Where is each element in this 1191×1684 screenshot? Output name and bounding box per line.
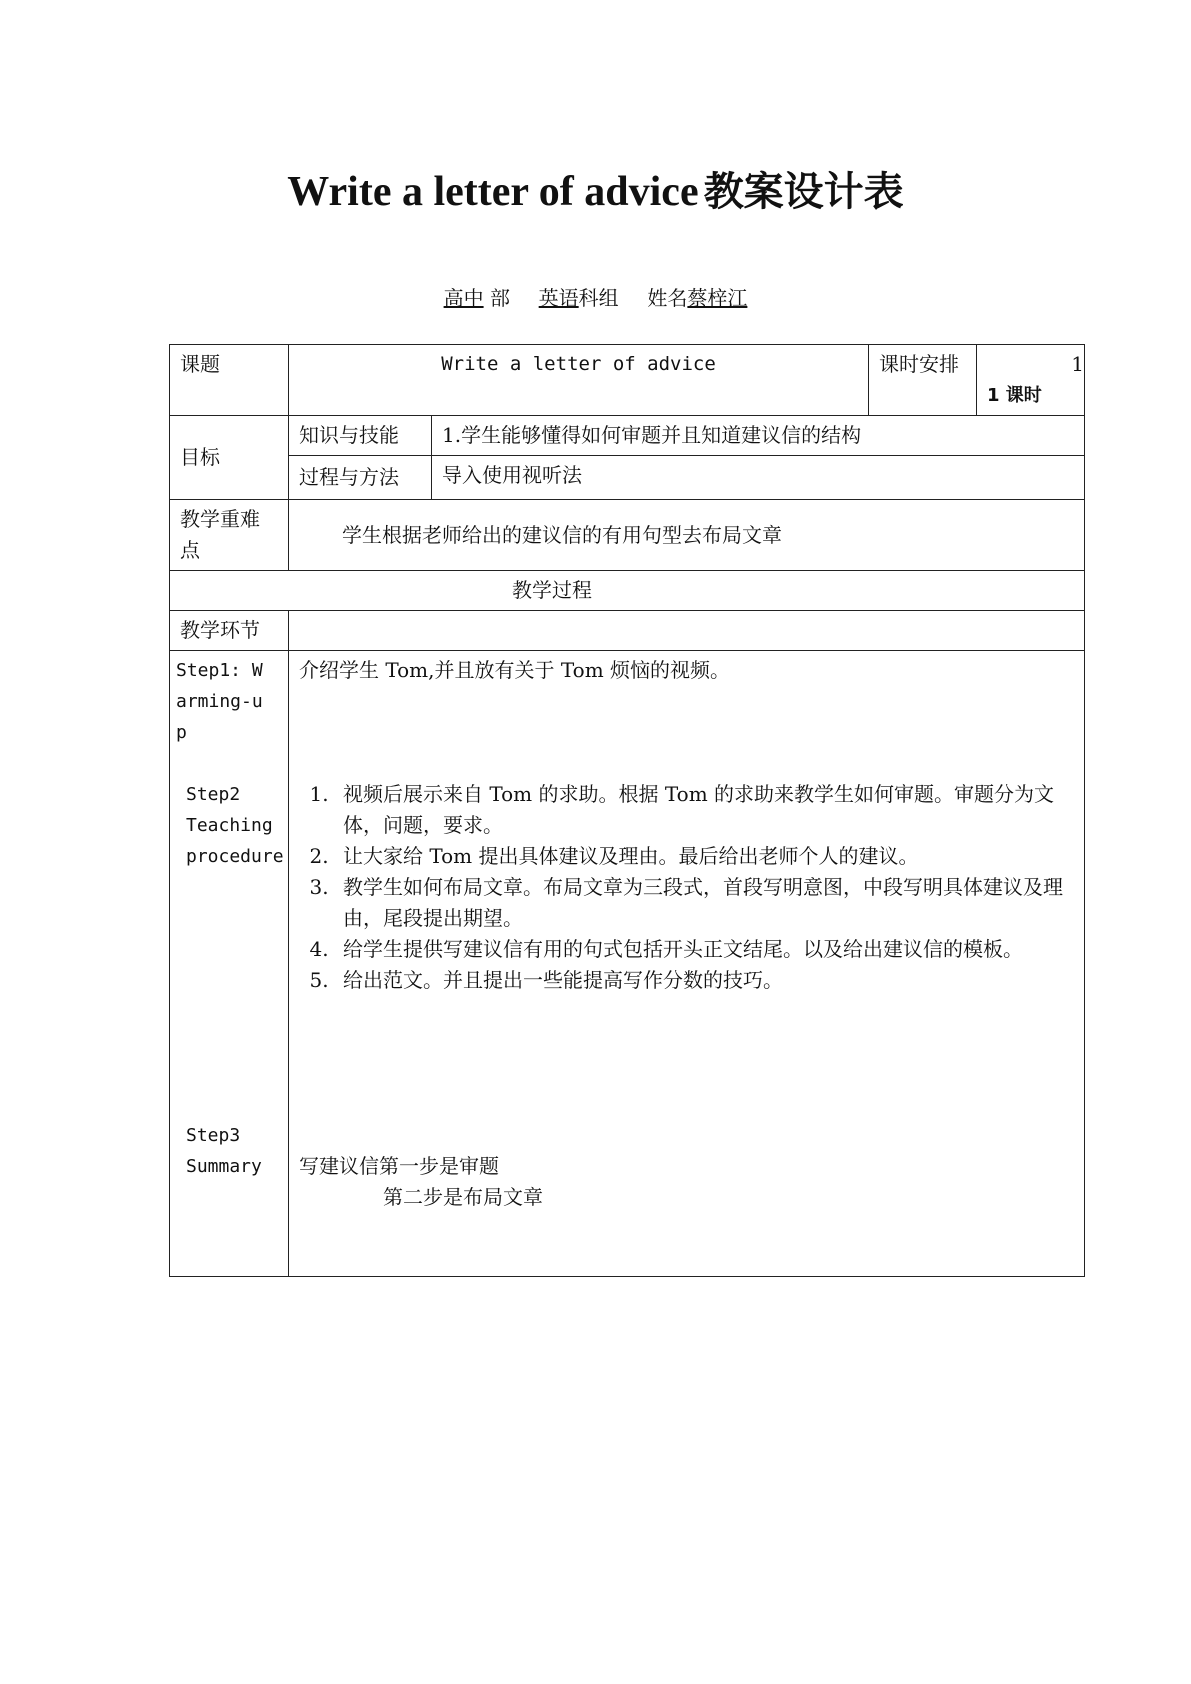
hours-value: 1 课时 [987,385,1042,406]
knowledge-value: 1.学生能够懂得如何审题并且知道建议信的结构 [432,416,1085,456]
stage-label: 教学环节 [170,611,289,651]
document-title [0,160,1191,217]
step3-line1: 写建议信第一步是审题 [299,1154,499,1178]
table-row [170,611,1085,651]
hours-label: 课时安排 [869,345,977,416]
topic-value: Write a letter of advice [289,345,869,416]
hours-cell [977,345,1085,416]
goal-label: 目标 [170,416,289,500]
title-english: Write a letter of advice [287,169,699,215]
list-item: 5. 给出范文。并且提出一些能提高写作分数的技巧。 [335,965,1074,996]
table-row [170,651,1085,1277]
list-item: 3. 教学生如何布局文章。布局文章为三段式，首段写明意图，中段写明具体建议及理由，尾段提出期望。 [335,872,1074,934]
process-label: 过程与方法 [289,456,432,500]
step3-label: Step3 Summary [186,1125,262,1177]
difficulty-label: 教学重难点 [170,500,289,571]
subject-suffix: 科组 [578,286,619,310]
steps-label-cell [170,651,289,1277]
table-row [170,416,1085,456]
subject-value: 英语 [538,286,579,310]
title-chinese: 教案设计表 [703,169,904,215]
dept-value: 高中 [443,286,484,310]
topic-label: 课题 [170,345,289,416]
process-header: 教学过程 [170,571,1085,611]
name-label: 姓名 [647,286,688,310]
table-row [170,500,1085,571]
list-item: 4. 给学生提供写建议信有用的句式包括开头正文结尾。以及给出建议信的模板。 [335,934,1074,965]
step2-label: Step2 Teaching procedure [186,784,284,867]
list-item: 2. 让大家给 Tom 提出具体建议及理由。最后给出老师个人的建议。 [335,841,1074,872]
step1-text: 介绍学生 Tom,并且放有关于 Tom 烦恼的视频。 [299,658,731,682]
step3-line2: 第二步是布局文章 [383,1185,543,1209]
author-name: 蔡梓江 [687,286,748,310]
knowledge-label: 知识与技能 [289,416,432,456]
dept-suffix: 部 [489,286,510,310]
process-value: 导入使用视听法 [432,456,1085,500]
author-line [0,282,1191,311]
step2-list [299,779,1074,996]
steps-content-cell [289,651,1085,1277]
difficulty-value: 学生根据老师给出的建议信的有用句型去布局文章 [289,500,1085,571]
table-row [170,345,1085,416]
table-row [170,456,1085,500]
table-row [170,571,1085,611]
stage-value [289,611,1085,651]
hours-value-top: 1 [1071,352,1085,376]
list-item: 1. 视频后展示来自 Tom 的求助。根据 Tom 的求助来教学生如何审题。审题分为文体，问题，要求。 [335,779,1074,841]
step1-label: Step1: Warming-up [176,660,263,743]
lesson-plan-table [169,344,1085,1277]
